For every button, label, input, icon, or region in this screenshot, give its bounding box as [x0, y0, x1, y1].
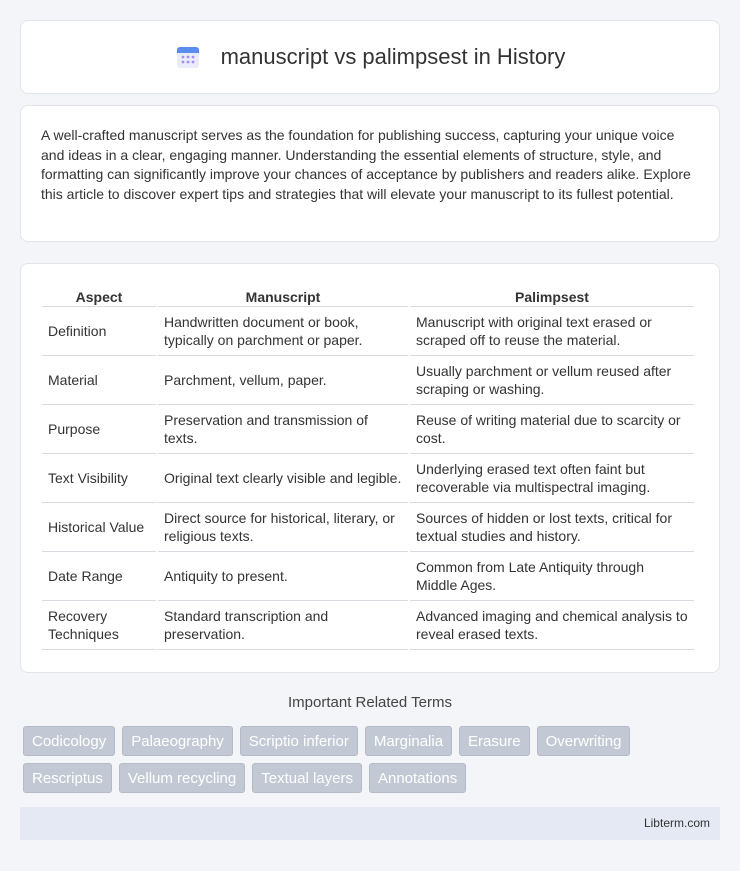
header-aspect: Aspect — [42, 285, 156, 307]
tag-marginalia[interactable]: Marginalia — [365, 726, 452, 756]
tag-rescriptus[interactable]: Rescriptus — [23, 763, 112, 793]
row-palimpsest: Sources of hidden or lost texts, critical for textual studies and history. — [410, 503, 694, 552]
row-aspect: Definition — [42, 307, 156, 356]
row-aspect: Text Visibility — [42, 454, 156, 503]
row-manuscript: Direct source for historical, literary, or religious texts. — [158, 503, 408, 552]
row-palimpsest: Reuse of writing material due to scarcity or cost. — [410, 405, 694, 454]
row-palimpsest: Advanced imaging and chemical analysis to reveal erased texts. — [410, 601, 694, 650]
table-row — [42, 552, 694, 601]
footer — [20, 807, 720, 840]
tag-codicology[interactable]: Codicology — [23, 726, 115, 756]
row-manuscript: Standard transcription and preservation. — [158, 601, 408, 650]
title-card — [20, 20, 720, 94]
row-palimpsest: Common from Late Antiquity through Middle Ages. — [410, 552, 694, 601]
comparison-table — [40, 285, 696, 650]
intro-text: A well-crafted manuscript serves as the foundation for publishing success, capturing your unique voice and ideas in a clear, engaging manner. Understanding the essential elements of structure, style, and formatting can significantly improve your chances of acceptance by publishers and readers alike. Explore this article to discover expert tips and strategies that will elevate your manuscript to its fullest potential. — [41, 127, 691, 202]
row-aspect: Historical Value — [42, 503, 156, 552]
row-aspect: Recovery Techniques — [42, 601, 156, 650]
row-aspect: Purpose — [42, 405, 156, 454]
row-palimpsest: Usually parchment or vellum reused after scraping or washing. — [410, 356, 694, 405]
table-row — [42, 405, 694, 454]
comparison-card — [20, 263, 720, 673]
row-manuscript: Antiquity to present. — [158, 552, 408, 601]
header-palimpsest: Palimpsest — [410, 285, 694, 307]
page-title: manuscript vs palimpsest in History — [220, 44, 566, 69]
footer-link[interactable]: Libterm.com — [643, 816, 710, 830]
calendar-icon — [175, 44, 201, 70]
tag-vellum-recycling[interactable]: Vellum recycling — [119, 763, 245, 793]
tag-scriptio-inferior[interactable]: Scriptio inferior — [240, 726, 358, 756]
related-terms-title: Important Related Terms — [288, 694, 452, 711]
tag-palaeography[interactable]: Palaeography — [122, 726, 233, 756]
table-row — [42, 454, 694, 503]
table-row — [42, 356, 694, 405]
row-manuscript: Handwritten document or book, typically on parchment or paper. — [158, 307, 408, 356]
row-manuscript: Original text clearly visible and legible. — [158, 454, 408, 503]
row-manuscript: Preservation and transmission of texts. — [158, 405, 408, 454]
header-manuscript: Manuscript — [158, 285, 408, 307]
tag-textual-layers[interactable]: Textual layers — [252, 763, 362, 793]
row-aspect: Date Range — [42, 552, 156, 601]
row-palimpsest: Underlying erased text often faint but recoverable via multispectral imaging. — [410, 454, 694, 503]
row-palimpsest: Manuscript with original text erased or scraped off to reuse the material. — [410, 307, 694, 356]
intro-card — [20, 105, 720, 242]
table-header-row — [42, 285, 694, 307]
tag-overwriting[interactable]: Overwriting — [537, 726, 631, 756]
table-row — [42, 307, 694, 356]
related-terms-list — [23, 726, 723, 793]
table-row — [42, 503, 694, 552]
table-row — [42, 601, 694, 650]
row-aspect: Material — [42, 356, 156, 405]
tag-annotations[interactable]: Annotations — [369, 763, 466, 793]
tag-erasure[interactable]: Erasure — [459, 726, 530, 756]
row-manuscript: Parchment, vellum, paper. — [158, 356, 408, 405]
